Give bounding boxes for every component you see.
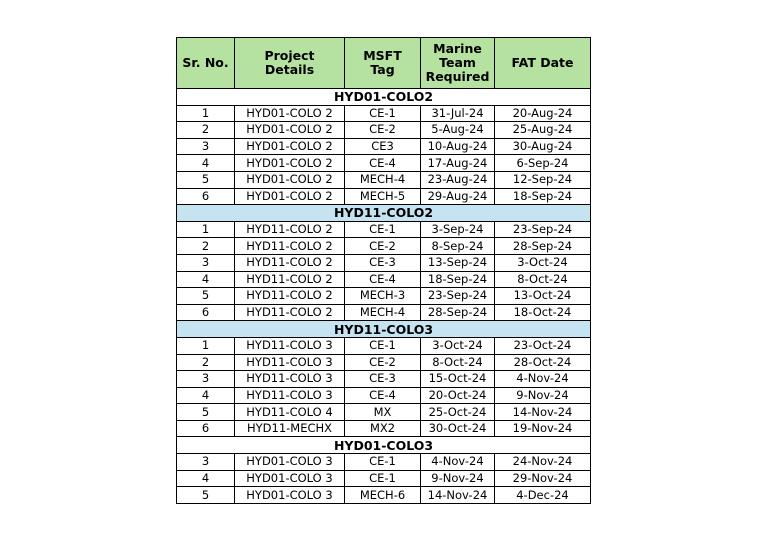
marine-team-date-cell: 3-Oct-24 (421, 337, 495, 354)
msft-tag-cell: MX (345, 404, 421, 421)
sr-no-cell: 2 (177, 238, 235, 255)
project-details-cell: HYD11-MECHX (235, 420, 345, 437)
fat-date-cell: 23-Oct-24 (495, 337, 591, 354)
header-marine-team-required: Marine Team Required (421, 38, 495, 89)
msft-tag-cell: CE-4 (345, 387, 421, 404)
fat-date-cell: 24-Nov-24 (495, 454, 591, 471)
table-row (177, 171, 591, 188)
project-details-cell: HYD11-COLO 2 (235, 238, 345, 255)
project-details-cell: HYD01-COLO 2 (235, 138, 345, 155)
project-details-cell: HYD01-COLO 2 (235, 188, 345, 205)
project-details-cell: HYD11-COLO 2 (235, 254, 345, 271)
fat-date-cell: 19-Nov-24 (495, 420, 591, 437)
section-title: HYD01-COLO2 (177, 89, 591, 106)
section-header-row (177, 321, 591, 338)
msft-tag-cell: CE-3 (345, 371, 421, 388)
table-row (177, 454, 591, 471)
fat-date-cell: 12-Sep-24 (495, 171, 591, 188)
project-details-cell: HYD01-COLO 2 (235, 122, 345, 139)
project-details-cell: HYD11-COLO 2 (235, 288, 345, 305)
sr-no-cell: 4 (177, 155, 235, 172)
sr-no-cell: 2 (177, 354, 235, 371)
project-details-cell: HYD01-COLO 2 (235, 155, 345, 172)
marine-team-date-cell: 20-Oct-24 (421, 387, 495, 404)
project-details-cell: HYD01-COLO 3 (235, 470, 345, 487)
msft-tag-cell: MECH-4 (345, 171, 421, 188)
project-details-cell: HYD11-COLO 3 (235, 354, 345, 371)
msft-tag-cell: CE-1 (345, 454, 421, 471)
table-body (177, 89, 591, 504)
sr-no-cell: 5 (177, 487, 235, 504)
fat-date-cell: 9-Nov-24 (495, 387, 591, 404)
fat-date-cell: 18-Sep-24 (495, 188, 591, 205)
msft-tag-cell: CE-1 (345, 105, 421, 122)
fat-date-cell: 3-Oct-24 (495, 254, 591, 271)
msft-tag-cell: CE3 (345, 138, 421, 155)
section-title: HYD01-COLO3 (177, 437, 591, 454)
header-row (177, 38, 591, 89)
marine-team-date-cell: 15-Oct-24 (421, 371, 495, 388)
project-details-cell: HYD01-COLO 2 (235, 105, 345, 122)
sr-no-cell: 4 (177, 387, 235, 404)
table-row (177, 288, 591, 305)
msft-tag-cell: CE-4 (345, 155, 421, 172)
sr-no-cell: 4 (177, 271, 235, 288)
fat-date-cell: 30-Aug-24 (495, 138, 591, 155)
msft-tag-cell: CE-1 (345, 470, 421, 487)
table-header (177, 38, 591, 89)
sr-no-cell: 2 (177, 122, 235, 139)
fat-date-cell: 14-Nov-24 (495, 404, 591, 421)
table-row (177, 470, 591, 487)
sr-no-cell: 5 (177, 404, 235, 421)
fat-date-cell: 4-Dec-24 (495, 487, 591, 504)
msft-tag-cell: MECH-6 (345, 487, 421, 504)
sr-no-cell: 6 (177, 420, 235, 437)
table-row (177, 138, 591, 155)
table-row (177, 155, 591, 172)
sr-no-cell: 1 (177, 105, 235, 122)
msft-tag-cell: CE-2 (345, 122, 421, 139)
table-row (177, 238, 591, 255)
sr-no-cell: 1 (177, 221, 235, 238)
fat-date-cell: 6-Sep-24 (495, 155, 591, 172)
section-title: HYD11-COLO3 (177, 321, 591, 338)
sr-no-cell: 5 (177, 288, 235, 305)
fat-date-cell: 25-Aug-24 (495, 122, 591, 139)
sr-no-cell: 5 (177, 171, 235, 188)
fat-date-cell: 28-Oct-24 (495, 354, 591, 371)
msft-tag-cell: MECH-4 (345, 304, 421, 321)
marine-team-date-cell: 23-Sep-24 (421, 288, 495, 305)
project-details-cell: HYD01-COLO 3 (235, 454, 345, 471)
marine-team-date-cell: 10-Aug-24 (421, 138, 495, 155)
project-details-cell: HYD11-COLO 4 (235, 404, 345, 421)
marine-team-date-cell: 17-Aug-24 (421, 155, 495, 172)
marine-team-date-cell: 23-Aug-24 (421, 171, 495, 188)
fat-date-cell: 20-Aug-24 (495, 105, 591, 122)
table-row (177, 387, 591, 404)
msft-tag-cell: CE-4 (345, 271, 421, 288)
marine-team-date-cell: 9-Nov-24 (421, 470, 495, 487)
project-details-cell: HYD01-COLO 2 (235, 171, 345, 188)
marine-team-date-cell: 31-Jul-24 (421, 105, 495, 122)
sr-no-cell: 4 (177, 470, 235, 487)
project-details-cell: HYD01-COLO 3 (235, 487, 345, 504)
table-row (177, 188, 591, 205)
project-details-cell: HYD11-COLO 3 (235, 387, 345, 404)
table-row (177, 371, 591, 388)
sr-no-cell: 3 (177, 371, 235, 388)
marine-team-date-cell: 4-Nov-24 (421, 454, 495, 471)
table-row (177, 105, 591, 122)
marine-team-date-cell: 8-Sep-24 (421, 238, 495, 255)
table-row (177, 271, 591, 288)
header-msft-tag: MSFT Tag (345, 38, 421, 89)
table-row (177, 304, 591, 321)
project-details-cell: HYD11-COLO 3 (235, 371, 345, 388)
table-row (177, 487, 591, 504)
sr-no-cell: 6 (177, 304, 235, 321)
fat-date-cell: 8-Oct-24 (495, 271, 591, 288)
fat-date-cell: 13-Oct-24 (495, 288, 591, 305)
table-row (177, 221, 591, 238)
fat-date-cell: 23-Sep-24 (495, 221, 591, 238)
fat-date-cell: 29-Nov-24 (495, 470, 591, 487)
project-details-cell: HYD11-COLO 2 (235, 304, 345, 321)
msft-tag-cell: CE-2 (345, 238, 421, 255)
project-details-cell: HYD11-COLO 3 (235, 337, 345, 354)
fat-date-cell: 4-Nov-24 (495, 371, 591, 388)
sr-no-cell: 3 (177, 254, 235, 271)
marine-team-date-cell: 29-Aug-24 (421, 188, 495, 205)
msft-tag-cell: MX2 (345, 420, 421, 437)
marine-team-date-cell: 5-Aug-24 (421, 122, 495, 139)
msft-tag-cell: CE-2 (345, 354, 421, 371)
marine-team-date-cell: 8-Oct-24 (421, 354, 495, 371)
table-row (177, 337, 591, 354)
marine-team-date-cell: 18-Sep-24 (421, 271, 495, 288)
fat-date-cell: 18-Oct-24 (495, 304, 591, 321)
fat-date-cell: 28-Sep-24 (495, 238, 591, 255)
marine-team-date-cell: 30-Oct-24 (421, 420, 495, 437)
table-row (177, 420, 591, 437)
header-project-details: Project Details (235, 38, 345, 89)
schedule-table (176, 37, 591, 504)
marine-team-date-cell: 25-Oct-24 (421, 404, 495, 421)
header-fat-date: FAT Date (495, 38, 591, 89)
msft-tag-cell: CE-3 (345, 254, 421, 271)
section-header-row (177, 89, 591, 106)
table-row (177, 254, 591, 271)
sr-no-cell: 6 (177, 188, 235, 205)
marine-team-date-cell: 3-Sep-24 (421, 221, 495, 238)
project-details-cell: HYD11-COLO 2 (235, 271, 345, 288)
sr-no-cell: 3 (177, 454, 235, 471)
marine-team-date-cell: 13-Sep-24 (421, 254, 495, 271)
marine-team-date-cell: 14-Nov-24 (421, 487, 495, 504)
section-header-row (177, 205, 591, 222)
section-title: HYD11-COLO2 (177, 205, 591, 222)
sr-no-cell: 1 (177, 337, 235, 354)
marine-team-date-cell: 28-Sep-24 (421, 304, 495, 321)
msft-tag-cell: CE-1 (345, 221, 421, 238)
header-sr-no: Sr. No. (177, 38, 235, 89)
sr-no-cell: 3 (177, 138, 235, 155)
table-row (177, 122, 591, 139)
section-header-row (177, 437, 591, 454)
msft-tag-cell: CE-1 (345, 337, 421, 354)
msft-tag-cell: MECH-5 (345, 188, 421, 205)
msft-tag-cell: MECH-3 (345, 288, 421, 305)
table-row (177, 354, 591, 371)
table-row (177, 404, 591, 421)
project-details-cell: HYD11-COLO 2 (235, 221, 345, 238)
